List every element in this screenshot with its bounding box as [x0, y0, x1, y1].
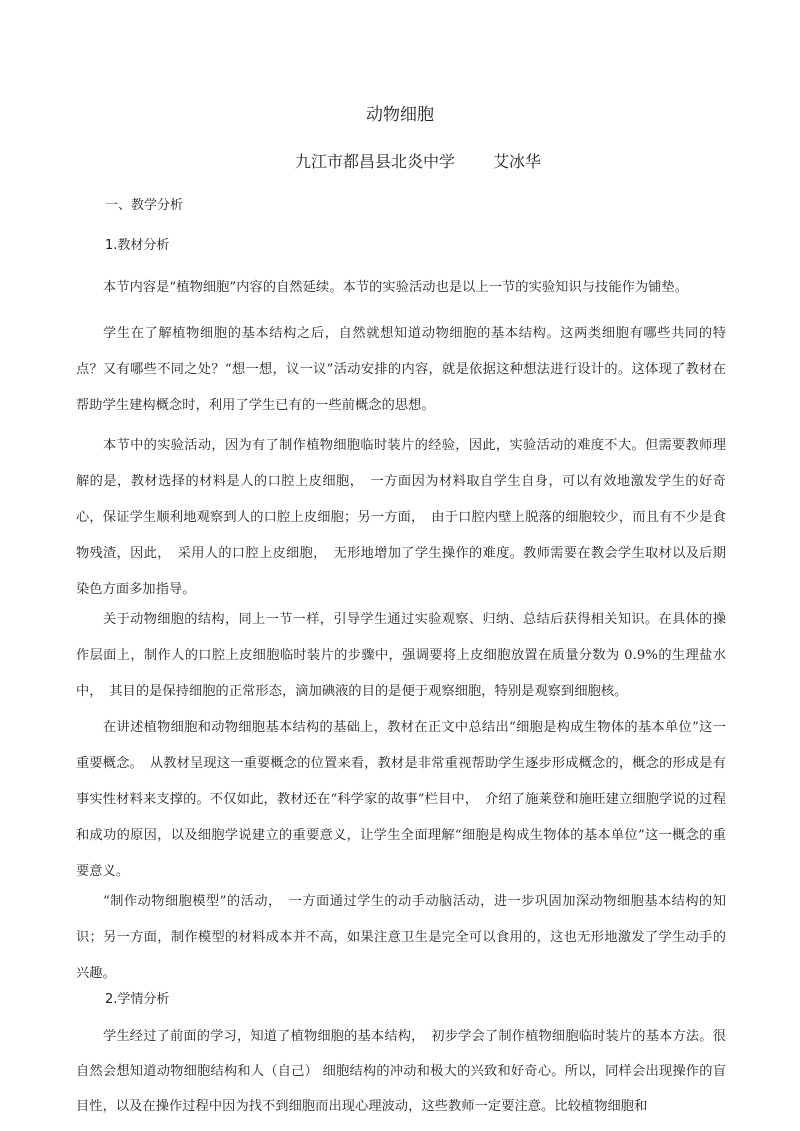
- section-heading-teaching-analysis: 一、教学分析: [105, 198, 184, 213]
- paragraph-6: “制作动物细胞模型”的活动， 一方面通过学生的动手动脑活动，进一步巩固加深动物细胞基本结构的知识；另一方面，制作模型的材料成本并不高，如果注意卫生是完全可以食用的，这也无形地激发了学生动手的兴趣。: [76, 894, 726, 981]
- author-name: 艾冰华: [493, 152, 542, 171]
- paragraph-4: 关于动物细胞的结构，同上一节一样，引导学生通过实验观察、归纳、总结后获得相关知识。在具体的操作层面上，制作人的口腔上皮细胞临时装片的步骤中，强调要将上皮细胞放置在质量分数为 0.9%的生理盐水中， 其目的是保持细胞的正常形态，滴加碘液的目的是便于观察细胞，特别是观察到细胞核。: [76, 612, 726, 699]
- author-line: [0, 151, 800, 173]
- subsection-heading-learner-analysis: 2.学情分析: [105, 992, 170, 1007]
- school-name: 九江市都昌县北炎中学: [294, 152, 455, 171]
- paragraph-1: 本节内容是“植物细胞”内容的自然延续。本节的实验活动也是以上一节的实验知识与技能作为铺垫。: [103, 280, 689, 295]
- paragraph-3: 本节中的实验活动，因为有了制作植物细胞临时装片的经验，因此，实验活动的难度不大。但需要教师理解的是，教材选择的材料是人的口腔上皮细胞， 一方面因为材料取自学生自身，可以有效地激发学生的好奇心，保证学生顺利地观察到人的口腔上皮细胞；另一方面， 由于口腔内壁上脱落的细胞较少，而且有不少是食物残渣，因此， 采用人的口腔上皮细胞， 无形地增加了学生操作的难度。教师需要在教会学生取材以及后期染色方面多加指导。: [76, 438, 726, 597]
- paragraph-5: 在讲述植物细胞和动物细胞基本结构的基础上，教材在正文中总结出“细胞是构成生物体的基本单位”这一重要概念。 从教材呈现这一重要概念的位置来看，教材是非常重视帮助学生逐步形成概念的，概念的形成是有事实性材料来支撑的。不仅如此，教材还在“科学家的故事”栏目中， 介绍了施莱登和施旺建立细胞学说的过程和成功的原因，以及细胞学说建立的重要意义，让学生全面理解“细胞是构成生物体的基本单位”这一概念的重要意义。: [76, 720, 726, 879]
- subsection-heading-textbook-analysis: 1.教材分析: [105, 238, 170, 253]
- paragraph-2: 学生在了解植物细胞的基本结构之后，自然就想知道动物细胞的基本结构。这两类细胞有哪些共同的特点？又有哪些不同之处？“想一想，议一议”活动安排的内容，就是依据这种想法进行设计的。这体现了教材在帮助学生建构概念时，利用了学生已有的一些前概念的思想。: [76, 326, 726, 413]
- paragraph-7: 学生经过了前面的学习，知道了植物细胞的基本结构， 初步学会了制作植物细胞临时装片的基本方法。很自然会想知道动物细胞结构和人（自己） 细胞结构的冲动和极大的兴致和好奇心。所以，同样会出现操作的盲目性，以及在操作过程中因为找不到细胞而出现心理波动，这些教师一定要注意。比较植物细胞和: [76, 1029, 726, 1114]
- document-title: 动物细胞: [366, 105, 434, 125]
